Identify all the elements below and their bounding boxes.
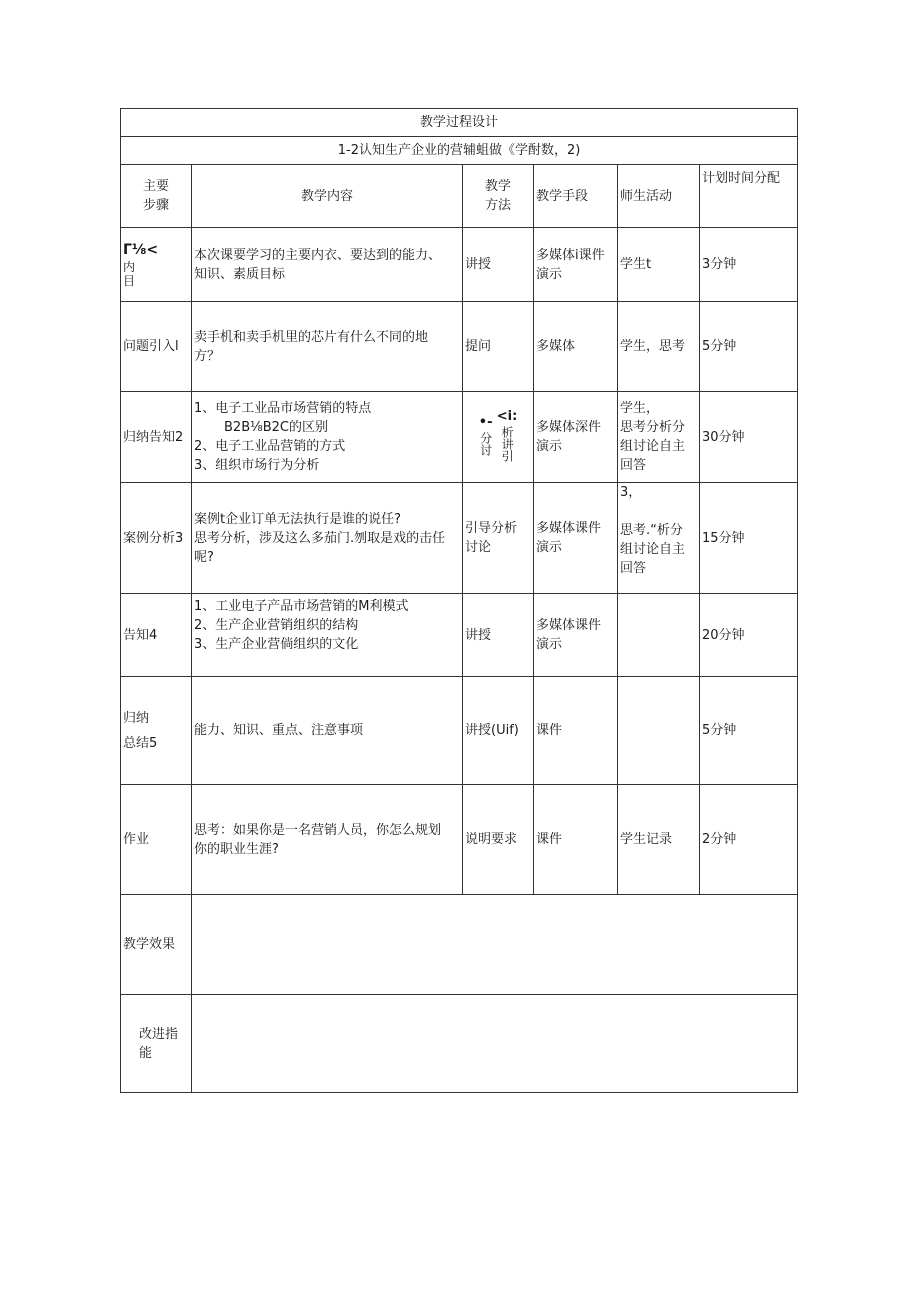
- means-cell: 多媒体课件 演示: [534, 483, 618, 594]
- time-cell: 15分钟: [700, 483, 798, 594]
- improve-content: [192, 995, 798, 1093]
- time-cell: 30分钟: [700, 392, 798, 483]
- effect-row: [121, 895, 798, 995]
- activity-cell: 学生t: [618, 228, 700, 302]
- effect-content: [192, 895, 798, 995]
- content-cell: 能力、知识、重点、注意事项: [192, 677, 463, 785]
- method-cell: 引导分析 讨论: [463, 483, 534, 594]
- time-cell: 5分钟: [700, 677, 798, 785]
- table-row: [121, 302, 798, 392]
- activity-cell: 学生， 思考分析分 组讨论自主 回答: [618, 392, 700, 483]
- table-row: [121, 677, 798, 785]
- time-cell: 5分钟: [700, 302, 798, 392]
- method-cell: 讲授: [463, 594, 534, 677]
- method-cell: 讲授: [463, 228, 534, 302]
- time-cell: 3分钟: [700, 228, 798, 302]
- step-cell: 作业: [121, 785, 192, 895]
- step-cell: 归纳 总结5: [121, 677, 192, 785]
- header-content: 教学内容: [192, 165, 463, 228]
- activity-cell: 学生，思考: [618, 302, 700, 392]
- activity-cell: [618, 677, 700, 785]
- content-cell: 思考：如果你是一名营销人员，你怎么规划 你的职业生涯?: [192, 785, 463, 895]
- header-means: 教学手段: [534, 165, 618, 228]
- table-row: [121, 392, 798, 483]
- lesson-plan-table: [120, 108, 798, 1093]
- content-cell: 1、电子工业品市场营销的特点 B2B⅛B2C的区别 2、电子工业品营销的方式 3、组织市场行为分析: [192, 392, 463, 483]
- means-cell: 多媒体深件 演示: [534, 392, 618, 483]
- activity-cell: 3， 思考.“析分 组讨论自主 回答: [618, 483, 700, 594]
- method-cell: 讲授(Uif): [463, 677, 534, 785]
- step-cell: Γ⅛< 内目: [121, 228, 192, 302]
- improve-row: [121, 995, 798, 1093]
- effect-label: 教学效果: [121, 895, 192, 995]
- content-cell: 本次课要学习的主要内衣、要达到的能力、 知识、素质目标: [192, 228, 463, 302]
- header-activity: 师生活动: [618, 165, 700, 228]
- header-row: [121, 165, 798, 228]
- method-cell: 提问: [463, 302, 534, 392]
- header-time: 计划时间分配: [700, 165, 798, 228]
- header-method: 教学 方法: [463, 165, 534, 228]
- means-cell: 多媒体i课件 演示: [534, 228, 618, 302]
- method-cell: •- 分讨 <i: 析讲引: [463, 392, 534, 483]
- improve-label: 改进指 能: [121, 995, 192, 1093]
- time-cell: 2分钟: [700, 785, 798, 895]
- content-cell: 案例t企业订单无法执行是谁的说任? 思考分析，涉及这么多茄门.刎取是戏的击任 呢?: [192, 483, 463, 594]
- content-cell: 卖手机和卖手机里的芯片有什么不同的地 方？: [192, 302, 463, 392]
- activity-cell: [618, 594, 700, 677]
- table-subtitle: 1-2认知生产企业的营辅蛆做《学酎数，2): [121, 137, 798, 165]
- step-cell: 案例分析3: [121, 483, 192, 594]
- step-cell: 归纳告知2: [121, 392, 192, 483]
- table-row: [121, 228, 798, 302]
- table-title-row: [121, 109, 798, 137]
- means-cell: 课件: [534, 677, 618, 785]
- table-subtitle-row: [121, 137, 798, 165]
- activity-cell: 学生记录: [618, 785, 700, 895]
- table-title: 教学过程设计: [121, 109, 798, 137]
- step-cell: 问题引入l: [121, 302, 192, 392]
- content-cell: 1、工业电子产品市场营销的M利模式 2、生产企业营销组织的结构 3、生产企业营倘组织的文化: [192, 594, 463, 677]
- means-cell: 多媒体: [534, 302, 618, 392]
- table-row: [121, 483, 798, 594]
- time-cell: 20分钟: [700, 594, 798, 677]
- table-row: [121, 785, 798, 895]
- method-cell: 说明要求: [463, 785, 534, 895]
- step-cell: 告知4: [121, 594, 192, 677]
- means-cell: 课件: [534, 785, 618, 895]
- header-steps: 主要 步骤: [121, 165, 192, 228]
- means-cell: 多媒体课件 演示: [534, 594, 618, 677]
- table-row: [121, 594, 798, 677]
